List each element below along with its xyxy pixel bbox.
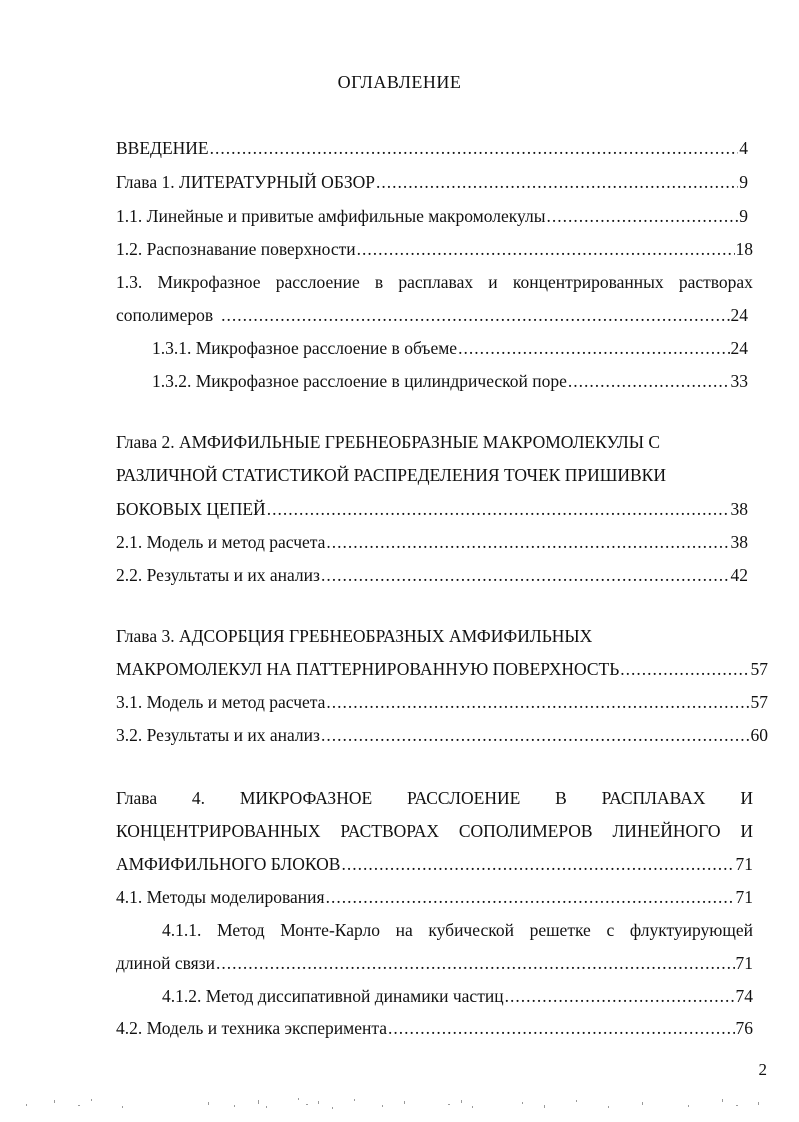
page-number: 2 (758, 1060, 767, 1079)
word: Микрофазное (157, 272, 261, 292)
toc-entry-page: 24 (730, 305, 748, 325)
toc-entry-page: 71 (735, 953, 753, 973)
toc-entry-intro (116, 136, 748, 160)
word: СОПОЛИМЕРОВ (458, 821, 593, 841)
toc-entry-section-1-1 (116, 204, 748, 228)
dot-leader (326, 530, 729, 554)
dot-leader (216, 951, 735, 975)
word: В (555, 788, 567, 808)
toc-entry-page: 4 (739, 138, 748, 158)
toc-entry-section-1-3-line-2 (116, 303, 748, 327)
word: расслоение (275, 272, 360, 292)
word: И (740, 788, 753, 808)
toc-entry-section-1-2 (116, 237, 753, 261)
toc-entry-chapter-3-line-2 (116, 657, 768, 681)
toc-entry-page: 9 (739, 172, 748, 192)
toc-entry-section-4-1-2 (116, 984, 753, 1008)
toc-entry-section-3-1 (116, 690, 768, 714)
toc-entry-text: 1.3.1. Микрофазное расслоение в объеме (152, 338, 458, 358)
word: Глава (116, 788, 158, 808)
dot-leader (546, 204, 738, 228)
dot-leader (458, 336, 729, 360)
toc-entry-chapter-2-line-2: РАЗЛИЧНОЙ СТАТИСТИКОЙ РАСПРЕДЕЛЕНИЯ ТОЧЕК ПРИШИВКИ (116, 465, 666, 485)
dot-leader (620, 657, 749, 681)
word: решетке (529, 920, 591, 940)
toc-entry-text: 3.2. Результаты и их анализ (116, 725, 320, 745)
toc-entry-text: 2.1. Модель и метод расчета (116, 532, 326, 552)
toc-entry-text: 4.2. Модель и техника эксперимента (116, 1018, 387, 1038)
toc-entry-section-1-3-1 (116, 336, 748, 360)
scan-noise-decoration (20, 1096, 770, 1112)
toc-entry-text: ВВЕДЕНИЕ (116, 138, 209, 158)
toc-entry-text: 1.3.2. Микрофазное расслоение в цилиндрической поре (152, 371, 567, 391)
word: Метод (217, 920, 265, 940)
toc-entry-chapter-1 (116, 170, 748, 194)
toc-entry-section-4-1-1-line-2 (116, 951, 753, 975)
word: концентрированных (512, 272, 664, 292)
toc-entry-text: 1.2. Распознавание поверхности (116, 239, 356, 259)
toc-entry-section-4-1-1-line-1 (162, 918, 753, 942)
toc-entry-chapter-4-line-2 (116, 819, 753, 843)
dot-leader (210, 136, 739, 160)
toc-entry-page: 24 (730, 338, 748, 358)
toc-entry-text: длиной связи (116, 953, 215, 973)
toc-entry-page: 74 (735, 986, 753, 1006)
dot-leader (326, 885, 735, 909)
toc-entry-page: 76 (735, 1018, 753, 1038)
dot-leader (341, 852, 734, 876)
toc-entry-section-4-2 (116, 1016, 753, 1040)
toc-entry-page: 71 (735, 887, 753, 907)
word: на (395, 920, 413, 940)
dot-leader (321, 723, 750, 747)
word: РАСТВОРАХ (340, 821, 440, 841)
word: и (488, 272, 498, 292)
word: МИКРОФАЗНОЕ (239, 788, 373, 808)
dot-leader (568, 369, 730, 393)
toc-entry-section-2-1 (116, 530, 748, 554)
toc-entry-text: АМФИФИЛЬНОГО БЛОКОВ (116, 854, 341, 874)
toc-entry-chapter-4-line-1 (116, 786, 753, 810)
toc-entry-chapter-2-line-1: Глава 2. АМФИФИЛЬНЫЕ ГРЕБНЕОБРАЗНЫЕ МАКРОМОЛЕКУЛЫ С (116, 432, 661, 452)
toc-entry-page: 60 (750, 725, 768, 745)
word: расплавах (398, 272, 474, 292)
word: растворах (678, 272, 753, 292)
word: И (740, 821, 753, 841)
toc-entry-text: 1.1. Линейные и привитые амфифильные макромолекулы (116, 206, 546, 226)
toc-entry-text: БОКОВЫХ ЦЕПЕЙ (116, 499, 266, 519)
word: 4.1.1. (162, 920, 202, 940)
toc-entry-section-1-3-2 (116, 369, 748, 393)
toc-entry-page: 57 (750, 692, 768, 712)
dot-leader (326, 690, 749, 714)
word: РАСПЛАВАХ (601, 788, 706, 808)
dot-leader (505, 984, 735, 1008)
toc-entry-chapter-2-line-3 (116, 497, 748, 521)
toc-entry-page: 42 (730, 565, 748, 585)
toc-entry-chapter-4-line-3 (116, 852, 753, 876)
toc-entry-text: МАКРОМОЛЕКУЛ НА ПАТТЕРНИРОВАННУЮ ПОВЕРХНОСТЬ (116, 659, 620, 679)
word: флуктуирующей (629, 920, 753, 940)
toc-entry-section-3-2 (116, 723, 768, 747)
toc-entry-text: сополимеров (116, 305, 214, 325)
toc-entry-page: 18 (735, 239, 753, 259)
word: в (374, 272, 384, 292)
toc-entry-page: 38 (730, 499, 748, 519)
word: ЛИНЕЙНОГО (612, 821, 721, 841)
toc-entry-section-2-2 (116, 563, 748, 587)
dot-leader (221, 303, 729, 327)
toc-entry-page: 38 (730, 532, 748, 552)
word: 1.3. (116, 272, 143, 292)
toc-entry-section-4-1 (116, 885, 753, 909)
toc-entry-section-1-3-line-1 (116, 270, 753, 294)
word: КОНЦЕНТРИРОВАННЫХ (116, 821, 321, 841)
dot-leader (376, 170, 738, 194)
word: РАССЛОЕНИЕ (406, 788, 521, 808)
toc-entry-text: 3.1. Модель и метод расчета (116, 692, 326, 712)
word: Монте-Карло (280, 920, 380, 940)
page-title: ОГЛАВЛЕНИЕ (337, 72, 462, 92)
word: кубической (428, 920, 514, 940)
toc-entry-text: 4.1. Методы моделирования (116, 887, 325, 907)
toc-entry-text: 4.1.2. Метод диссипативной динамики частиц (162, 986, 504, 1006)
dot-leader (321, 563, 730, 587)
dot-leader (357, 237, 735, 261)
dot-leader (267, 497, 730, 521)
toc-entry-page: 33 (730, 371, 748, 391)
toc-entry-text: 2.2. Результаты и их анализ (116, 565, 320, 585)
word: 4. (191, 788, 206, 808)
word: с (606, 920, 615, 940)
toc-entry-chapter-3-line-1: Глава 3. АДСОРБЦИЯ ГРЕБНЕОБРАЗНЫХ АМФИФИЛЬНЫХ (116, 626, 593, 646)
dot-leader (388, 1016, 735, 1040)
toc-entry-text: Глава 1. ЛИТЕРАТУРНЫЙ ОБЗОР (116, 172, 376, 192)
toc-entry-page: 71 (735, 854, 753, 874)
toc-entry-page: 57 (750, 659, 768, 679)
toc-entry-page: 9 (739, 206, 748, 226)
